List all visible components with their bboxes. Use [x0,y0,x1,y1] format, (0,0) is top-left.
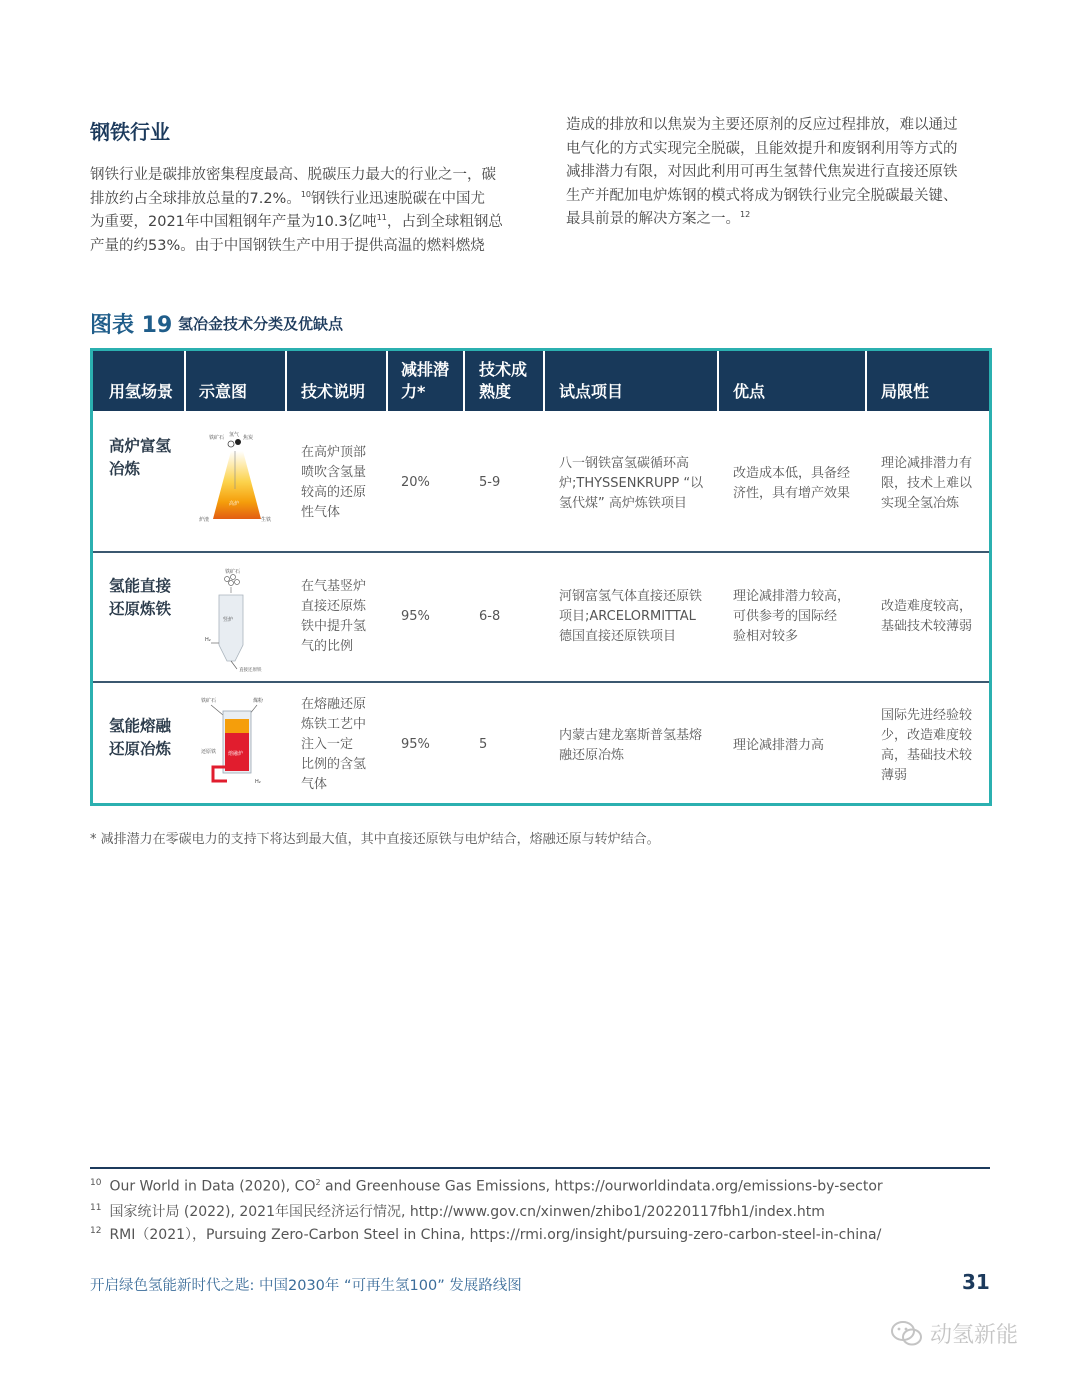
row2-desc: 在气基竖炉 直接还原炼 铁中提升氢 气的比例 [301,579,367,654]
row2-cons: 改造难度较高， 基础技术较薄弱 [881,599,973,634]
row3-desc: 在熔融还原 炼铁工艺中 注入一定 比例的含氢 气体 [301,697,367,792]
row2-project: 河钢富氢气体直接还原铁 项目;ARCELORMITTAL 德国直接还原铁项目 [559,589,703,644]
shaft-furnace-diagram [201,565,281,675]
sf-ore-label: 铁矿石 [225,569,241,575]
blast-furnace-diagram [195,429,281,529]
row2-pros: 理论减排潜力较高， 可供参考的国际经 验相对较多 [733,589,851,644]
header-desc: 技术说明 [301,382,366,401]
footnote-divider [90,1167,990,1169]
figure-number: 图表 19 [90,313,173,338]
header-scene: 用氢场景 [109,382,174,401]
smelting-furnace-diagram [197,693,279,787]
bf-pig-label: 生铁 [261,517,272,523]
header-diagram: 示意图 [199,382,248,401]
row3-scene: 氢能熔融 还原冶炼 [109,717,172,758]
sr-ore-label: 铁矿石 [201,698,217,704]
header-pros: 优点 [733,382,766,401]
footnote-11: $^{11}$ 国家统计局 (2022), 2021年国民经济运行情况, http://www.gov.cn/xinwen/zhibo1/20220117fbh1/index.htm [90,1203,825,1220]
sf-furnace-label: 竖炉 [223,617,234,623]
header-potential: 减排潜 力* [401,360,450,401]
row1-potential: 20% [401,475,430,490]
header-project: 试点项目 [559,382,624,401]
row3-cons: 国际先进经验较 少，改造难度较 高，基础技术较 薄弱 [881,708,973,783]
bf-ore-label: 铁矿石 [209,435,225,441]
watermark-text: 动氢新能 [930,1323,1019,1348]
sr-h2-label: H₂ [255,779,261,785]
wechat-icon [890,1320,924,1348]
figure-title: 氢冶金技术分类及优缺点 [178,315,344,333]
row3-maturity: 5 [479,737,488,752]
row1-project: 八一钢铁富氢碳循环高 炉;THYSSENKRUPP “以 氢代煤” 高炉炼铁项目 [559,456,704,511]
header-cons: 局限性 [881,382,930,401]
row1-cons: 理论减排潜力有 限，技术上难以 实现全氢冶炼 [881,456,973,511]
row2-scene: 氢能直接 还原炼铁 [109,577,172,618]
bf-coke-label: 焦炭 [243,435,254,441]
section-title: 钢铁行业 [90,120,170,144]
sr-furnace-label: 熔融炉 [228,751,244,757]
bf-slag-label: 炉渣 [199,517,210,523]
sr-iron-label: 还原铁 [201,749,217,755]
row2-maturity: 6-8 [479,609,501,624]
sf-dri-label: 直接还原铁 [239,668,262,673]
table-header [93,351,989,411]
bf-furnace-label: 高炉 [229,501,240,507]
sf-h2-label: H₂ [205,637,211,643]
row1-desc: 在高炉顶部 喷吹含氢量 较高的还原 性气体 [301,445,367,520]
bf-h2-label: 氢气 [229,432,240,438]
right-paragraph: 造成的排放和以焦炭为主要还原剂的反应过程排放，难以通过 电气化的方式实现完全脱碳，且能效提升和废钢利用等方式的 减排潜力有限，对因此利用可再生氢替代焦炭进行直接还原铁 生产并配加电炉炼钢的模式将成为钢铁行业完全脱碳最关键、 最具前景的解决方案之一。$^{12}$ [566,117,958,227]
page-number: 31 [962,1270,990,1294]
row1-maturity: 5-9 [479,475,501,490]
row1-scene: 高炉富氢 冶炼 [109,437,172,478]
table-note: * 减排潜力在零碳电力的支持下将达到最大值，其中直接还原铁与电炉结合，熔融还原与转炉结合。 [90,832,660,847]
header-maturity: 技术成 熟度 [479,360,528,401]
watermark [890,1318,1018,1349]
row3-pros: 理论减排潜力高 [733,738,825,753]
left-paragraph: 钢铁行业是碳排放密集程度最高、脱碳压力最大的行业之一，碳 排放约占全球排放总量的7.2%。$^{10}$钢铁行业迅速脱碳在中国尤 为重要，2021年中国粗钢年产量为10.3亿吨$^{11}$，占到全球粗钢总 产量的约53%。由于中国钢铁生产中用于提供高温的燃料燃烧 [90,167,503,254]
row3-project: 内蒙古建龙塞斯普氢基熔 融还原冶炼 [559,728,703,763]
sr-coal-label: 煤粉 [253,698,264,704]
row3-potential: 95% [401,737,430,752]
hydrogen-metallurgy-table [90,348,992,806]
footnote-10: $^{10}$ Our World in Data (2020), $CO^2$ and Greenhouse Gas Emissions, https://ourworldindata.org/emissions-by-sector [90,1178,883,1195]
footnote-12: $^{12}$ RMI（2021），Pursuing Zero-Carbon Steel in China, https://rmi.org/insight/pursuing-zero-carbon-steel-in-china/ [90,1226,882,1243]
row1-pros: 改造成本低，具备经 济性，具有增产效果 [733,466,851,501]
footer-report-title: 开启绿色氢能新时代之匙: 中国2030年 “可再生氢100” 发展路线图 [90,1278,522,1294]
row2-potential: 95% [401,609,430,624]
